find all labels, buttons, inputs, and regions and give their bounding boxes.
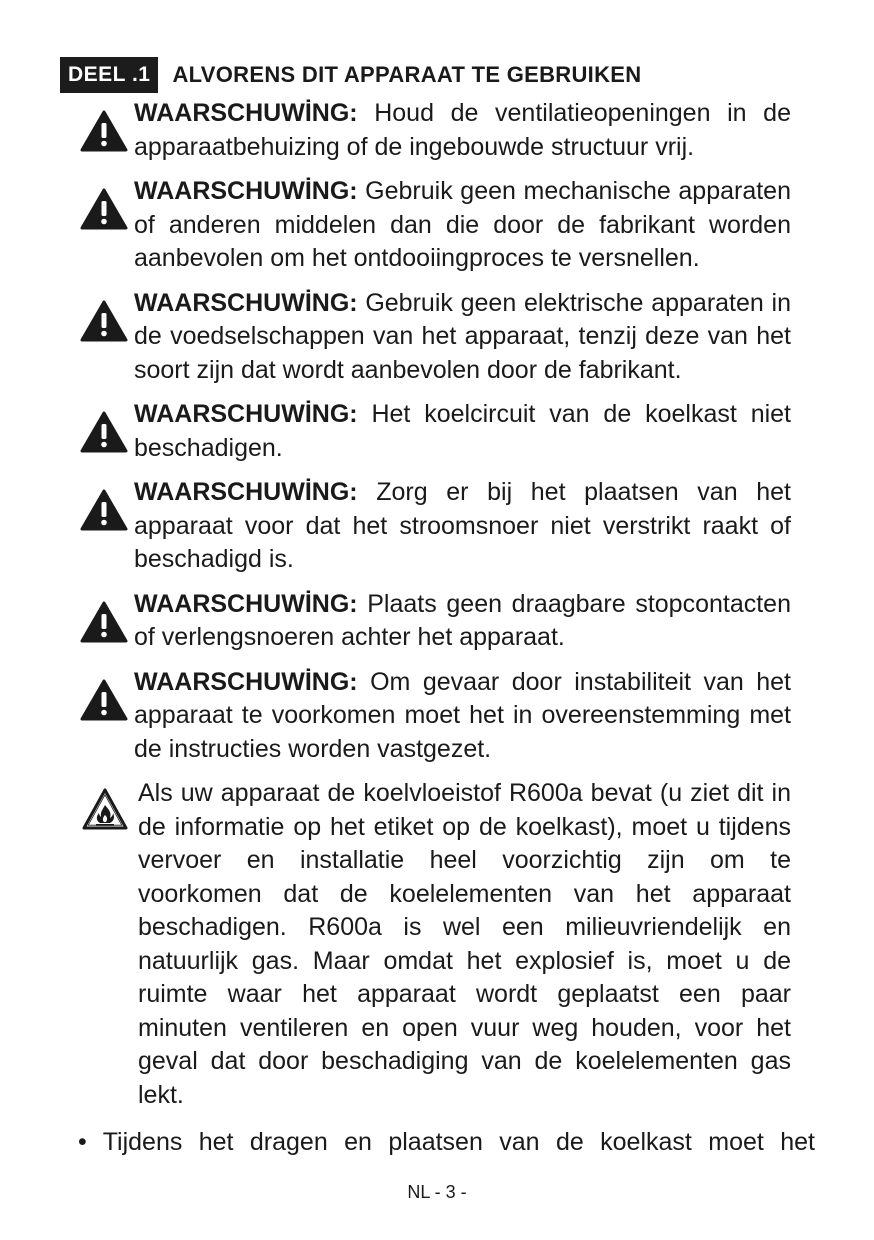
warning-text: Gebruik geen elektrische apparaten in de voedselschappen van het apparaat, tenzij deze van het soort zijn dat wordt aanbevolen door de fabrikant. <box>134 288 791 384</box>
warning-label: WAARSCHUWİNG: <box>134 288 358 317</box>
warning-triangle-icon <box>80 410 128 454</box>
warnings-list <box>82 97 791 1112</box>
warning-text: Houd de ventilatieopeningen in de apparaatbehuizing of de ingebouwde structuur vrij. <box>134 99 791 161</box>
warning-triangle-icon <box>80 187 128 231</box>
warning-item <box>82 287 791 388</box>
flammable-text: Als uw apparaat de koelvloeistof R600a bevat (u ziet dit in de informatie op het etiket op de koelkast), moet u tijdens vervoer en installatie heel voorzichtig zijn om te voorkomen dat de koelelementen van het apparaat beschadigen. R600a is wel een milieuvriendelijk en natuurlijk gas. Maar omdat het explosief is, moet u de ruimte waar het apparaat wordt geplaatst een paar minuten ventileren en open vuur weg houden, voor het geval dat door beschadiging van de koelelementen gas lekt. <box>138 779 791 1109</box>
warning-triangle-icon <box>80 600 128 644</box>
warning-item <box>82 398 791 465</box>
flammable-triangle-icon <box>82 787 128 831</box>
section-badge: DEEL .1 <box>60 57 158 93</box>
warning-label: WAARSCHUWİNG: <box>134 177 358 205</box>
warning-label: WAARSCHUWİNG: <box>134 589 358 618</box>
bullet-item: • Tijdens het dragen en plaatsen van de koelkast moet het <box>78 1128 815 1156</box>
warning-text: Plaats geen draagbare stopcontacten of verlengsnoeren achter het apparaat. <box>134 589 791 651</box>
warning-label: WAARSCHUWİNG: <box>134 478 358 506</box>
section-title: ALVORENS DIT APPARAAT TE GEBRUIKEN <box>172 62 642 87</box>
page-number: NL - 3 - <box>407 1182 467 1202</box>
warning-item <box>82 666 791 767</box>
warning-label: WAARSCHUWİNG: <box>134 99 358 127</box>
warning-item <box>82 588 791 655</box>
warning-text: Zorg er bij het plaatsen van het apparaat voor dat het stroomsnoer niet verstrikt raakt of beschadigd is. <box>134 478 791 573</box>
warning-triangle-icon <box>80 299 128 343</box>
warning-label: WAARSCHUWİNG: <box>134 667 358 696</box>
warning-text: Het koelcircuit van de koelkast niet beschadigen. <box>134 400 791 462</box>
warning-triangle-icon <box>80 488 128 532</box>
flammable-notice <box>82 777 791 1112</box>
warning-item <box>82 175 791 276</box>
warning-triangle-icon <box>80 678 128 722</box>
warning-triangle-icon <box>80 109 128 153</box>
warning-text: Gebruik geen mechanische apparaten of anderen middelen dan die door de fabrikant worden aanbevolen om het ontdooiingproces te versnellen. <box>134 177 791 272</box>
warning-label: WAARSCHUWİNG: <box>134 400 358 428</box>
warning-item <box>82 476 791 577</box>
warning-text: Om gevaar door instabiliteit van het apparaat te voorkomen moet het in overeenstemming met de instructies worden vastgezet. <box>134 667 791 763</box>
warning-item <box>82 97 791 164</box>
section-header <box>60 57 641 93</box>
